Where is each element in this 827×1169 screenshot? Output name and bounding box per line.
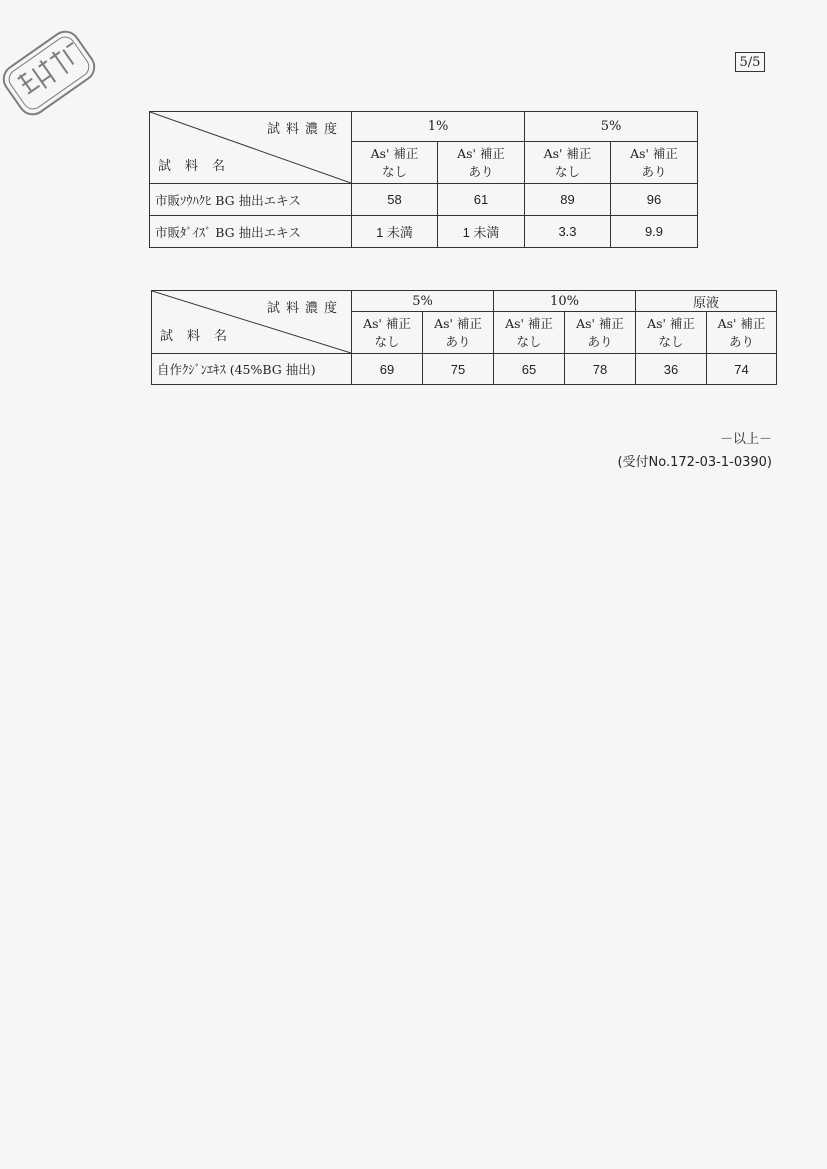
group-header: 1% [352, 112, 525, 142]
row-label: 市販ｿｳﾊｸﾋ BG 抽出エキス [150, 184, 352, 216]
row-label: 自作ｸｼﾞﾝｴｷｽ (45%BG 抽出) [152, 354, 352, 385]
sub-header: As' 補正 あり [707, 312, 777, 354]
seal-stamp [0, 18, 104, 128]
cell-value: 3.3 [525, 216, 611, 248]
page-number: 5/5 [735, 52, 765, 72]
cell-value: 74 [707, 354, 777, 385]
group-header: 5% [352, 291, 494, 312]
cell-value: 9.9 [611, 216, 698, 248]
cell-value: 96 [611, 184, 698, 216]
table-row [152, 354, 777, 385]
sub-header: As' 補正 あり [438, 142, 525, 184]
end-mark: －以上－ [719, 432, 772, 447]
cell-value: 78 [565, 354, 636, 385]
receipt-number: (受付No.172-03-1-0390) [617, 455, 772, 470]
row-label: 市販ﾀﾞｲｽﾞ BG 抽出エキス [150, 216, 352, 248]
sub-header: As' 補正 なし [352, 142, 438, 184]
cell-value: 65 [494, 354, 565, 385]
sub-header: As' 補正 なし [525, 142, 611, 184]
sub-header: As' 補正 あり [565, 312, 636, 354]
sub-header: As' 補正 なし [352, 312, 423, 354]
table-row [150, 216, 698, 248]
cell-value: 1 未満 [352, 216, 438, 248]
group-header: 10% [494, 291, 636, 312]
results-table-2 [151, 290, 777, 385]
cell-value: 69 [352, 354, 423, 385]
cell-value: 61 [438, 184, 525, 216]
table-corner-header [150, 112, 352, 184]
cell-value: 1 未満 [438, 216, 525, 248]
closing-block [617, 428, 772, 474]
cell-value: 89 [525, 184, 611, 216]
corner-label-sample-name: 試料名 [158, 159, 240, 174]
table-corner-header [152, 291, 352, 354]
group-header: 5% [525, 112, 698, 142]
sub-header: As' 補正 あり [611, 142, 698, 184]
corner-label-concentration: 試料濃度 [266, 301, 343, 316]
cell-value: 58 [352, 184, 438, 216]
cell-value: 36 [636, 354, 707, 385]
cell-value: 75 [423, 354, 494, 385]
corner-label-concentration: 試料濃度 [266, 122, 343, 137]
results-table-1 [149, 111, 698, 248]
sub-header: As' 補正 なし [636, 312, 707, 354]
corner-label-sample-name: 試料名 [160, 329, 242, 344]
group-header: 原液 [636, 291, 777, 312]
sub-header: As' 補正 あり [423, 312, 494, 354]
sub-header: As' 補正 なし [494, 312, 565, 354]
table-row [150, 184, 698, 216]
